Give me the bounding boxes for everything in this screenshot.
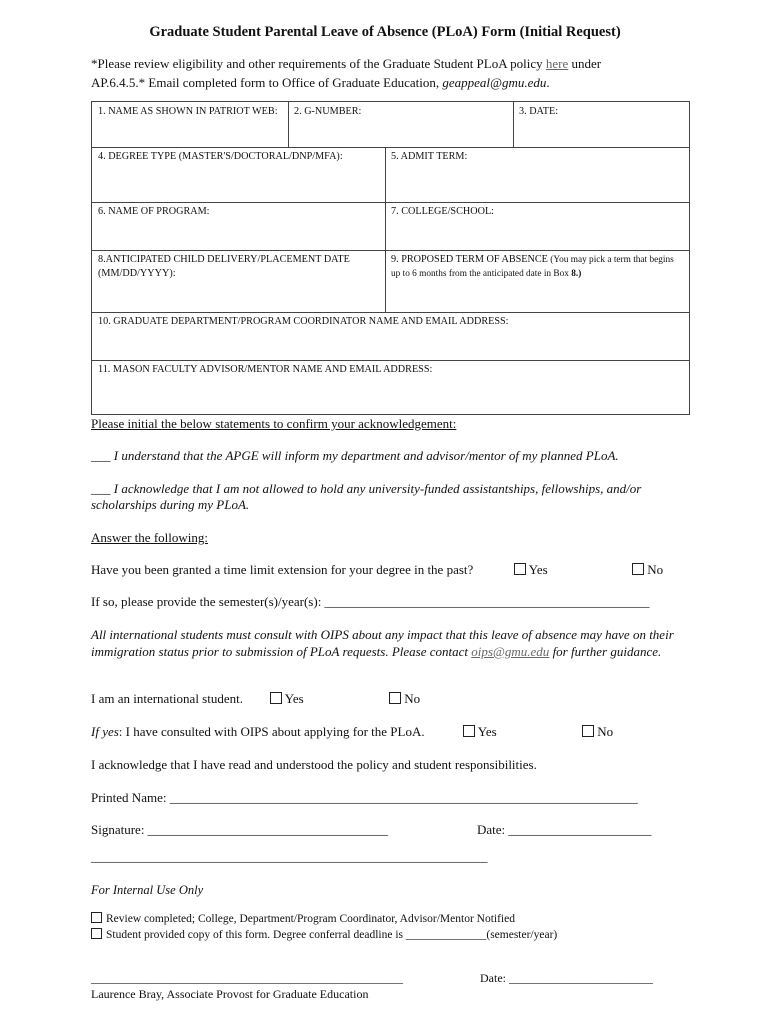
field-admit-term[interactable]: 5. ADMIT TERM: bbox=[391, 151, 468, 162]
box-ref: 8.) bbox=[571, 269, 582, 279]
oips-no-option[interactable] bbox=[582, 724, 613, 740]
printed-name-field[interactable]: Printed Name: ________________________________________________________________________ bbox=[91, 790, 638, 805]
student-info-table bbox=[91, 101, 690, 415]
checkbox[interactable] bbox=[91, 912, 102, 923]
proposed-term-note: (You may pick a term that begins up to 6 months from the anticipated date in Box bbox=[391, 255, 674, 279]
yes-label: Yes bbox=[528, 562, 548, 577]
field-proposed-term[interactable] bbox=[385, 250, 689, 312]
ack-text-2: I acknowledge that I am not allowed to hold any university-funded assistantships, fellowships, and/or scholarships during my PLoA. bbox=[91, 481, 642, 512]
initial-blank[interactable]: ___ bbox=[91, 481, 114, 496]
no-label: No bbox=[404, 691, 421, 706]
checkbox[interactable] bbox=[514, 563, 526, 575]
copy-text: Student provided copy of this form. Degree conferral deadline is ______________(semester/year) bbox=[106, 929, 558, 941]
question-oips bbox=[91, 724, 425, 740]
yes-label: Yes bbox=[477, 724, 497, 739]
question-international: I am an international student. bbox=[91, 691, 243, 706]
intl-notice bbox=[91, 626, 691, 660]
acknowledgement-statement: I acknowledge that I have read and understood the policy and student responsibilities. bbox=[91, 757, 537, 772]
internal-item-review[interactable] bbox=[91, 912, 515, 925]
field-delivery-date[interactable]: 8.ANTICIPATED CHILD DELIVERY/PLACEMENT DATE (MM/DD/YYYY): bbox=[98, 254, 350, 279]
field-g-number[interactable]: 2. G-NUMBER: bbox=[294, 106, 362, 117]
question-extension: Have you been granted a time limit extension for your degree in the past? bbox=[91, 562, 474, 577]
intl-notice-text-2: for further guidance. bbox=[549, 644, 662, 659]
internal-use-heading: For Internal Use Only bbox=[91, 883, 204, 897]
intro-text-4: . bbox=[546, 75, 550, 90]
field-name[interactable]: 1. NAME AS SHOWN IN PATRIOT WEB: bbox=[98, 106, 278, 117]
answer-heading: Answer the following: bbox=[91, 530, 208, 545]
checkbox[interactable] bbox=[91, 928, 102, 939]
provost-date-field[interactable]: Date: ________________________ bbox=[480, 971, 653, 985]
no-label: No bbox=[597, 724, 614, 739]
oips-question-text: : I have consulted with OIPS about applying for the PLoA. bbox=[118, 724, 425, 739]
intro-text-1: *Please review eligibility and other requirements of the Graduate Student PLoA policy bbox=[91, 56, 546, 71]
policy-link[interactable]: here bbox=[545, 56, 569, 71]
intro-text-3: AP.6.4.5.* Email completed form to Office of Graduate Education, bbox=[91, 75, 443, 90]
extension-yes-option[interactable] bbox=[514, 562, 548, 578]
provost-signature-line[interactable]: ____________________________________________________ bbox=[91, 971, 403, 985]
intro-paragraph bbox=[91, 54, 691, 92]
initial-blank[interactable]: ___ bbox=[91, 448, 114, 463]
field-degree-type[interactable]: 4. DEGREE TYPE (MASTER'S/DOCTORAL/DNP/MFA): bbox=[98, 151, 343, 162]
no-label: No bbox=[647, 562, 664, 577]
field-college-school[interactable]: 7. COLLEGE/SCHOOL: bbox=[391, 206, 495, 217]
review-text: Review completed; College, Department/Program Coordinator, Advisor/Mentor Notified bbox=[106, 913, 515, 925]
checkbox[interactable] bbox=[582, 725, 594, 737]
checkbox[interactable] bbox=[270, 692, 282, 704]
intl-notice-text: All international students must consult with OIPS about any impact that this leave of absence may have on their immigration status prior to submission of PLoA requests. Please contact bbox=[91, 627, 674, 659]
signature-date-field[interactable]: Date: ______________________ bbox=[477, 822, 652, 837]
field-date[interactable]: 3. DATE: bbox=[519, 106, 559, 117]
semester-year-field[interactable]: If so, please provide the semester(s)/year(s): __________________________________________________ bbox=[91, 594, 650, 609]
international-no-option[interactable] bbox=[389, 691, 420, 707]
provost-name: Laurence Bray, Associate Provost for Graduate Education bbox=[91, 987, 369, 1001]
divider-rule: _____________________________________________________________ bbox=[91, 849, 488, 864]
field-advisor[interactable]: 11. MASON FACULTY ADVISOR/MENTOR NAME AND EMAIL ADDRESS: bbox=[98, 364, 433, 375]
submission-email: geappeal@gmu.edu bbox=[442, 75, 547, 90]
ack-statement-1 bbox=[91, 448, 691, 464]
checkbox[interactable] bbox=[463, 725, 475, 737]
form-title: Graduate Student Parental Leave of Absence (PLoA) Form (Initial Request) bbox=[149, 24, 621, 40]
extension-no-option[interactable] bbox=[632, 562, 663, 578]
international-yes-option[interactable] bbox=[270, 691, 304, 707]
checkbox[interactable] bbox=[632, 563, 644, 575]
field-coordinator[interactable]: 10. GRADUATE DEPARTMENT/PROGRAM COORDINATOR NAME AND EMAIL ADDRESS: bbox=[98, 316, 509, 327]
signature-field[interactable]: Signature: _____________________________________ bbox=[91, 822, 389, 837]
proposed-term-label: 9. PROPOSED TERM OF ABSENCE bbox=[391, 254, 548, 265]
oips-yes-option[interactable] bbox=[463, 724, 497, 740]
oips-email-link[interactable]: oips@gmu.edu bbox=[471, 644, 550, 659]
ack-statement-2 bbox=[91, 481, 691, 513]
ack-heading: Please initial the below statements to confirm your acknowledgement: bbox=[91, 416, 457, 431]
intro-text-2: under bbox=[568, 56, 602, 71]
field-program-name[interactable]: 6. NAME OF PROGRAM: bbox=[98, 206, 210, 217]
yes-label: Yes bbox=[284, 691, 304, 706]
if-yes-label: If yes bbox=[91, 724, 119, 739]
checkbox[interactable] bbox=[389, 692, 401, 704]
ack-text-1: I understand that the APGE will inform my department and advisor/mentor of my planned PLoA. bbox=[113, 448, 619, 463]
internal-item-copy[interactable] bbox=[91, 928, 557, 941]
